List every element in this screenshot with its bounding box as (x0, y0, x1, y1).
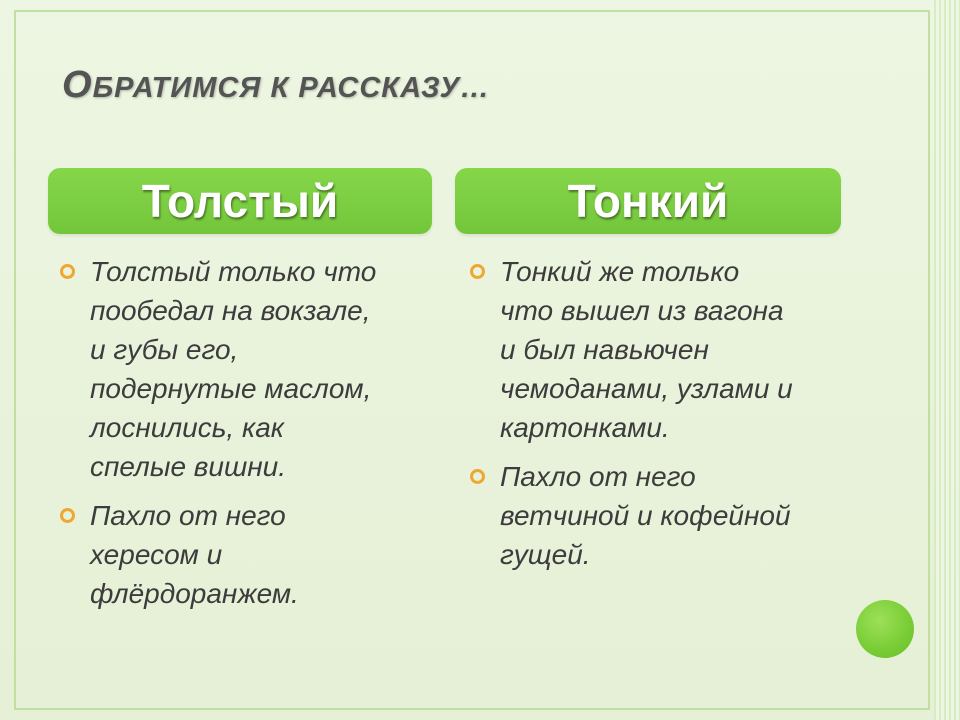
column-header-label: Толстый (141, 175, 339, 227)
circle-bullet-icon (60, 508, 75, 523)
green-circle-icon (856, 600, 914, 658)
slide-title-first-letter: О (62, 64, 93, 106)
column-header-tonkii (455, 168, 841, 234)
frame-left-line (14, 10, 16, 710)
column-left (60, 252, 440, 623)
bullet-item (60, 252, 440, 486)
bullet-text: Пахло от него хересом и флёрдоранжем. (90, 500, 299, 609)
circle-bullet-icon (60, 264, 75, 279)
circle-bullet-icon (470, 264, 485, 279)
column-right (470, 252, 850, 584)
frame-right-line (928, 10, 930, 710)
slide-title (62, 64, 490, 107)
bullet-text: Пахло от него ветчиной и кофейной гущей. (500, 461, 791, 570)
bullet-item (470, 457, 850, 574)
decorative-stripes (934, 0, 960, 720)
bullet-item (60, 496, 440, 613)
bullet-item (470, 252, 850, 447)
slide-title-rest: БРАТИМСЯ К РАССКАЗУ… (92, 72, 491, 104)
bullet-text: Толстый только что пообедал на вокзале, и губы его, подернутые маслом, лоснились, как спелые вишни. (90, 256, 377, 482)
column-header-label: Тонкий (567, 175, 729, 227)
circle-bullet-icon (470, 469, 485, 484)
frame-bottom-line (14, 708, 930, 710)
bullet-text: Тонкий же только что вышел из вагона и был навьючен чемоданами, узлами и картонками. (500, 256, 793, 443)
column-header-tolstyi (48, 168, 432, 234)
frame-top-line (14, 10, 930, 12)
